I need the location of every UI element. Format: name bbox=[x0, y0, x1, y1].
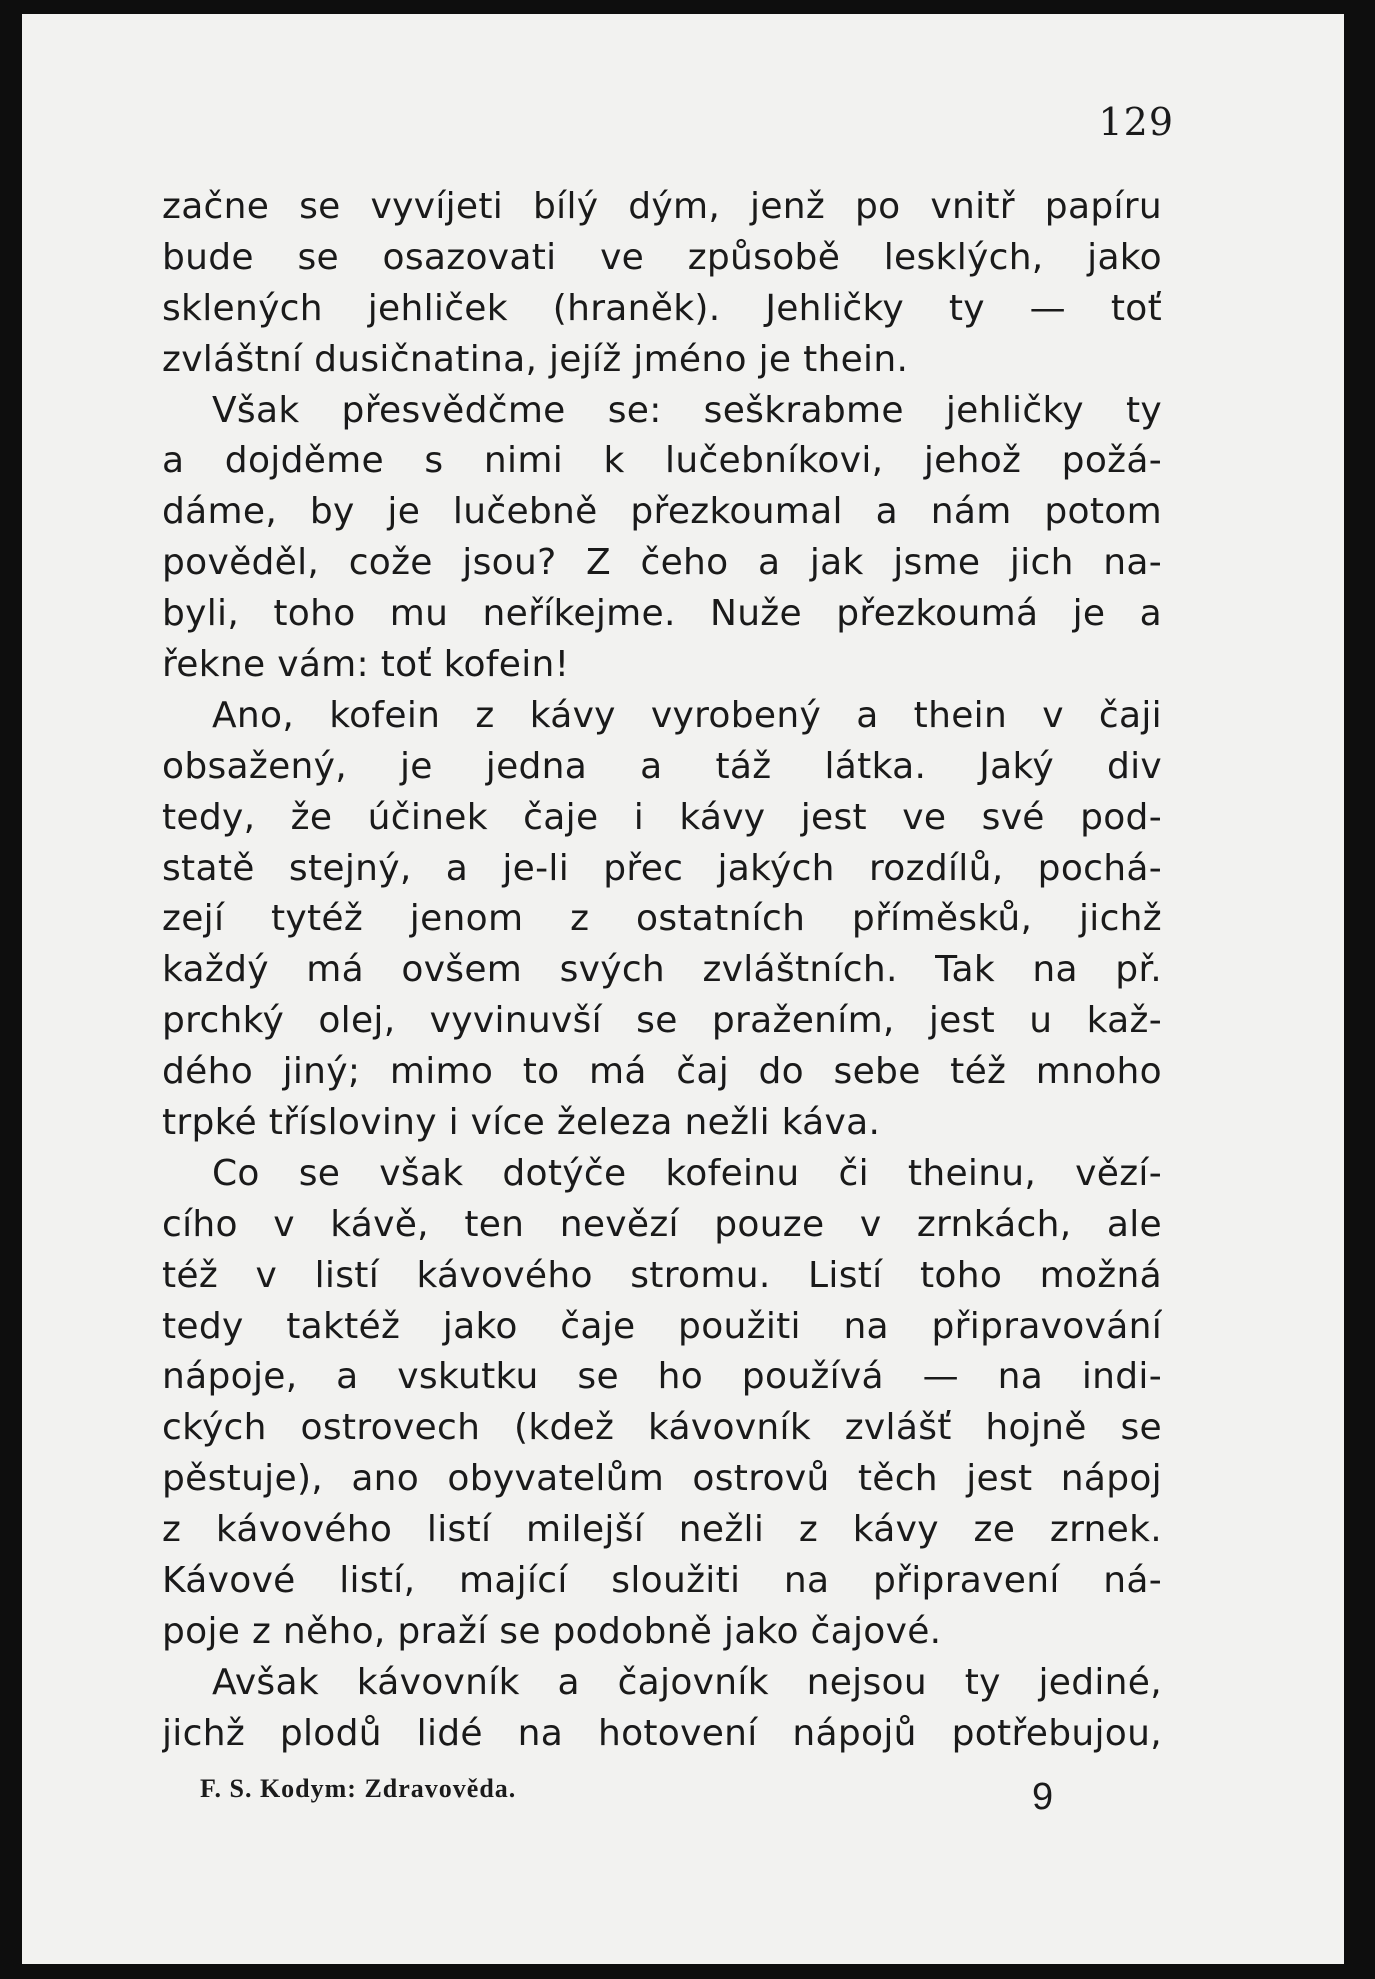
text-line-content: dáme, by je lučebně přezkoumal a nám potom bbox=[162, 491, 1162, 533]
text-line bbox=[162, 538, 1162, 589]
text-line bbox=[162, 1403, 1162, 1454]
text-line bbox=[162, 1607, 1162, 1658]
text-line-content: jichž plodů lidé na hotovení nápojů potřebujou, bbox=[162, 1712, 1162, 1754]
text-line bbox=[162, 1149, 1162, 1200]
book-page bbox=[22, 14, 1344, 1964]
text-line bbox=[162, 1251, 1162, 1302]
text-line bbox=[162, 640, 1162, 691]
text-line-content: tedy, že účinek čaje i kávy jest ve své pod- bbox=[162, 796, 1162, 838]
text-line bbox=[162, 945, 1162, 996]
text-line bbox=[162, 1505, 1162, 1556]
text-line bbox=[162, 436, 1162, 487]
text-line-content: zvláštní dusičnatina, jejíž jméno je thein. bbox=[162, 338, 909, 380]
text-line-content: nápoje, a vskutku se ho používá — na indi- bbox=[162, 1356, 1162, 1398]
page-footer bbox=[22, 1764, 1344, 1824]
text-line bbox=[162, 1556, 1162, 1607]
text-line-content: ckých ostrovech (kdež kávovník zvlášť hojně se bbox=[162, 1407, 1162, 1449]
text-line-content: pověděl, cože jsou? Z čeho a jak jsme jich na- bbox=[162, 542, 1162, 584]
text-line-content: každý má ovšem svých zvláštních. Tak na př. bbox=[162, 949, 1162, 991]
body-text bbox=[162, 182, 1162, 1760]
text-line-content: Ano, kofein z kávy vyrobený a thein v čaji bbox=[212, 694, 1162, 736]
text-line bbox=[162, 1352, 1162, 1403]
text-line bbox=[162, 894, 1162, 945]
text-line-content: pěstuje), ano obyvatelům ostrovů těch jest nápoj bbox=[162, 1458, 1162, 1500]
text-line bbox=[162, 1200, 1162, 1251]
text-line bbox=[162, 691, 1162, 742]
text-line-content: Kávové listí, mající sloužiti na připravení ná- bbox=[162, 1560, 1162, 1602]
text-line-content: statě stejný, a je-li přec jakých rozdílů, pochá- bbox=[162, 847, 1162, 889]
text-line-content: zejí tytéž jenom z ostatních příměsků, jichž bbox=[162, 898, 1162, 940]
text-line-content: z kávového listí milejší nežli z kávy ze zrnek. bbox=[162, 1509, 1162, 1551]
text-line bbox=[162, 996, 1162, 1047]
text-line bbox=[162, 589, 1162, 640]
text-line-content: Však přesvědčme se: seškrabme jehličky ty bbox=[212, 389, 1162, 431]
text-line-content: též v listí kávového stromu. Listí toho možná bbox=[162, 1254, 1162, 1296]
text-line bbox=[162, 284, 1162, 335]
text-line bbox=[162, 1302, 1162, 1353]
text-line-content: obsažený, je jedna a táž látka. Jaký div bbox=[162, 745, 1162, 787]
text-line-content: řekne vám: toť kofein! bbox=[162, 644, 570, 686]
text-line bbox=[162, 1047, 1162, 1098]
text-line-content: cího v kávě, ten nevězí pouze v zrnkách, ale bbox=[162, 1203, 1162, 1245]
text-line-content: trpké třísloviny i více železa nežli káva. bbox=[162, 1102, 881, 1144]
text-line-content: Avšak kávovník a čajovník nejsou ty jediné, bbox=[212, 1661, 1162, 1703]
text-line bbox=[162, 1709, 1162, 1760]
text-line bbox=[162, 1454, 1162, 1505]
text-line bbox=[162, 1098, 1162, 1149]
text-line bbox=[162, 487, 1162, 538]
text-line-content: a dojděme s nimi k lučebníkovi, jehož požá- bbox=[162, 440, 1162, 482]
text-line-content: dého jiný; mimo to má čaj do sebe též mnoho bbox=[162, 1051, 1162, 1093]
text-line-content: sklených jehliček (hraněk). Jehličky ty — toť bbox=[162, 287, 1162, 329]
page-number: 129 bbox=[1098, 100, 1174, 144]
signature-mark: 9 bbox=[1032, 1776, 1054, 1818]
text-line bbox=[162, 1658, 1162, 1709]
text-line bbox=[162, 182, 1162, 233]
book-reference: F. S. Kodym: Zdravověda. bbox=[200, 1774, 517, 1803]
text-line-content: bude se osazovati ve způsobě lesklých, jako bbox=[162, 236, 1162, 278]
text-line-content: prchký olej, vyvinuvší se pražením, jest u kaž- bbox=[162, 1000, 1162, 1042]
text-line-content: byli, toho mu neříkejme. Nuže přezkoumá je a bbox=[162, 593, 1162, 635]
text-line bbox=[162, 386, 1162, 437]
text-line bbox=[162, 793, 1162, 844]
text-line bbox=[162, 844, 1162, 895]
text-line-content: začne se vyvíjeti bílý dým, jenž po vnitř papíru bbox=[162, 186, 1162, 227]
text-line bbox=[162, 335, 1162, 386]
text-line bbox=[162, 742, 1162, 793]
text-line bbox=[162, 233, 1162, 284]
text-line-content: Co se však dotýče kofeinu či theinu, vězí- bbox=[212, 1152, 1162, 1194]
text-line-content: tedy taktéž jako čaje použiti na připravování bbox=[162, 1305, 1162, 1347]
text-line-content: poje z něho, praží se podobně jako čajové. bbox=[162, 1610, 942, 1652]
